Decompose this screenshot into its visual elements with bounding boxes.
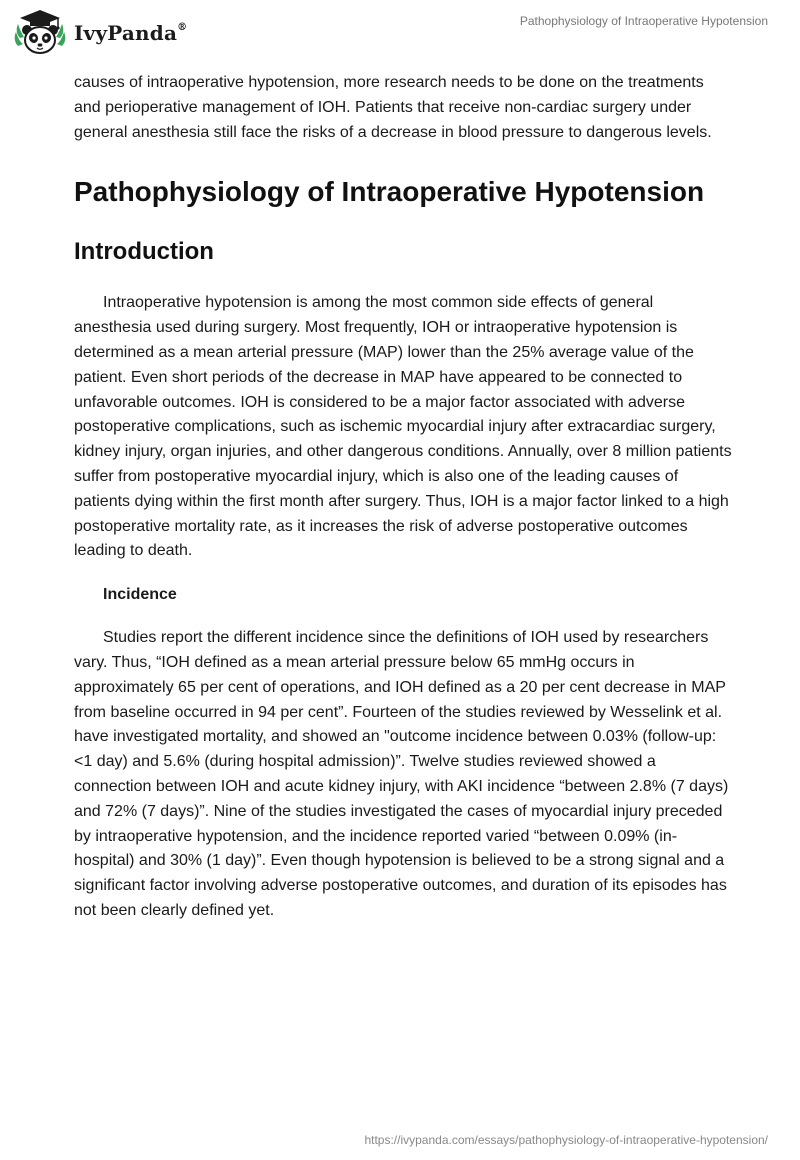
introduction-paragraph: Intraoperative hypotension is among the most common side effects of general anesthesia used during surgery. Most frequently, IOH or intraoperative hypotension is determined as a mean arterial pressure (MAP) lower than the 25% average value of the patient. Even short periods of the decrease in MAP have appeared to be connected to unfavorable outcomes. IOH is considered to be a major factor associated with adverse postoperative complications, such as ischemic myocardial injury after extracardiac surgery, kidney injury, organ injuries, and other dangerous conditions. Annually, over 8 million patients suffer from postoperative myocardial injury, which is also one of the leading causes of patients dying within the first month after surgery. Thus, IOH is a major factor linked to a high postoperative mortality rate, as it increases the risk of adverse postoperative outcomes leading to death. xyxy=(74,294,732,560)
brand-logo-text[interactable] xyxy=(74,21,187,45)
registered-mark: ® xyxy=(177,22,188,34)
section-heading-introduction: Introduction xyxy=(74,238,214,266)
essay-title: Pathophysiology of Intraoperative Hypotension xyxy=(74,176,705,208)
running-title: Pathophysiology of Intraoperative Hypotension xyxy=(519,14,768,28)
subsection-heading-incidence: Incidence xyxy=(103,586,177,604)
brand-name: IvyPanda xyxy=(74,21,178,45)
panda-graduate-icon[interactable] xyxy=(14,8,66,58)
continued-paragraph: causes of intraoperative hypotension, more research needs to be done on the treatments and perioperative management of IOH. Patients that receive non-cardiac surgery under general anesthesia still face the risks of a decrease in blood pressure to dangerous levels. xyxy=(74,74,712,141)
incidence-paragraph: Studies report the different incidence since the definitions of IOH used by researchers vary. Thus, “IOH defined as a mean arterial pressure below 65 mmHg occurs in approximately 65 per cent of operations, and IOH defined as a 20 per cent decrease in MAP from baseline occurred in 94 per cent”. Fourteen of the studies reviewed by Wesselink et al. have investigated mortality, and showed an "outcome incidence between 0.03% (follow-up: <1 day) and 5.6% (during hospital admission)”. Twelve studies reviewed showed a connection between IOH and acute kidney injury, with AKI incidence “between 2.8% (7 days) and 72% (7 days)”. Nine of the studies investigated the cases of myocardial injury preceded by intraoperative hypotension, and the incidence reported varied “between 0.09% (in-hospital) and 30% (1 day)”. Even though hypotension is believed to be a strong signal and a significant factor involving adverse postoperative outcomes, and duration of its episodes has not been clearly defined yet. xyxy=(74,629,729,919)
page-header xyxy=(0,0,800,64)
source-url-link[interactable]: https://ivypanda.com/essays/pathophysiology-of-intraoperative-hypotension/ xyxy=(364,1133,768,1147)
essay-content xyxy=(74,71,734,924)
